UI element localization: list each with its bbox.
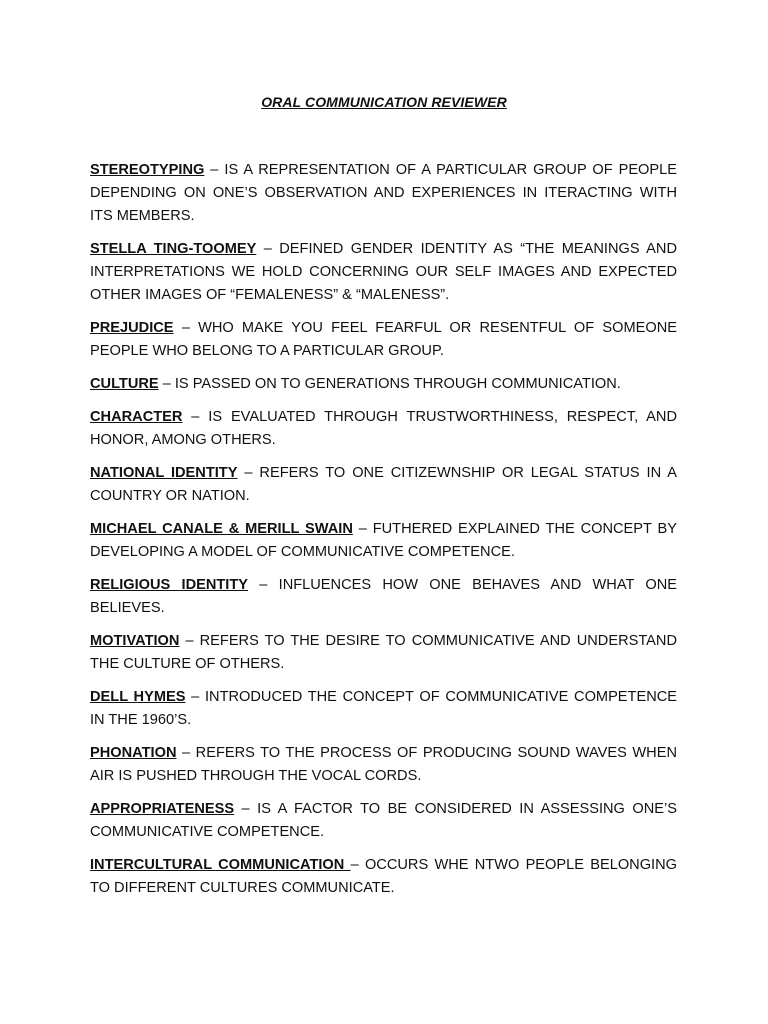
entry-prejudice: [90, 317, 677, 363]
entry-phonation: [90, 742, 677, 788]
entry-appropriateness: [90, 798, 677, 844]
entry-term: DELL HYMES: [90, 689, 186, 705]
entry-definition: IS A FACTOR TO BE CONSIDERED IN ASSESSING ONE’S COMMUNICATIVE COMPETENCE.: [90, 801, 677, 840]
entry-definition: REFERS TO THE DESIRE TO COMMUNICATIVE AND UNDERSTAND THE CULTURE OF OTHERS.: [90, 633, 677, 672]
document-title: ORAL COMMUNICATION REVIEWER: [261, 94, 507, 110]
entry-term: MOTIVATION: [90, 633, 180, 649]
entry-national-identity: [90, 462, 677, 508]
entry-religious-identity: [90, 574, 677, 620]
entry-definition: OCCURS WHE NTWO PEOPLE BELONGING TO DIFFERENT CULTURES COMMUNICATE.: [90, 857, 678, 896]
entry-separator: –: [256, 241, 280, 257]
entry-separator: –: [173, 320, 199, 336]
entry-stella-ting-toomey: [90, 238, 677, 307]
entry-term: PREJUDICE: [90, 320, 174, 336]
entry-definition: REFERS TO ONE CITIZEWNSHIP OR LEGAL STATUS IN A COUNTRY OR NATION.: [90, 465, 677, 504]
entry-dell-hymes: [90, 686, 677, 732]
entry-definition: IS PASSED ON TO GENERATIONS THROUGH COMMUNICATION.: [174, 376, 621, 392]
entry-separator: –: [237, 465, 260, 481]
entry-separator: –: [179, 633, 200, 649]
entry-separator: –: [234, 801, 258, 817]
entry-definition: IS EVALUATED THROUGH TRUSTWORTHINESS, RESPECT, AND HONOR, AMONG OTHERS.: [90, 409, 677, 448]
entry-term: STEREOTYPING: [90, 162, 205, 178]
entry-term: MICHAEL CANALE & MERILL SWAIN: [90, 521, 353, 537]
entry-definition: DEFINED GENDER IDENTITY AS “THE MEANINGS AND INTERPRETATIONS WE HOLD CONCERNING OUR SELF IMAGES AND EXPECTED OTHER IMAGES OF “FEMALENESS” & “MALENESS”.: [90, 241, 677, 303]
entry-term: CULTURE: [90, 376, 159, 392]
entry-definition: INTRODUCED THE CONCEPT OF COMMUNICATIVE COMPETENCE IN THE 1960’S.: [90, 689, 678, 728]
entry-term: INTERCULTURAL COMMUNICATION: [90, 857, 351, 873]
entry-separator: –: [204, 162, 225, 178]
entry-separator: –: [248, 577, 279, 593]
entry-definition: INFLUENCES HOW ONE BEHAVES AND WHAT ONE BELIEVES.: [90, 577, 677, 616]
entry-intercultural-communication: [90, 854, 677, 900]
entry-character: [90, 406, 677, 452]
entry-separator: –: [352, 521, 373, 537]
entry-stereotyping: [90, 159, 677, 228]
entry-separator: –: [176, 745, 196, 761]
entry-definition: FUTHERED EXPLAINED THE CONCEPT BY DEVELOPING A MODEL OF COMMUNICATIVE COMPETENCE.: [90, 521, 677, 560]
entry-separator: –: [185, 689, 205, 705]
entry-term: CHARACTER: [90, 409, 183, 425]
reviewer-entries: [90, 159, 677, 910]
entry-term: PHONATION: [90, 745, 177, 761]
entry-separator: –: [158, 376, 175, 392]
entry-culture: [90, 373, 677, 396]
entry-definition: WHO MAKE YOU FEEL FEARFUL OR RESENTFUL OF SOMEONE PEOPLE WHO BELONG TO A PARTICULAR GROUP.: [90, 320, 677, 359]
entry-canale-swain: [90, 518, 677, 564]
entry-term: APPROPRIATENESS: [90, 801, 235, 817]
entry-separator: –: [350, 857, 365, 873]
entry-term: NATIONAL IDENTITY: [90, 465, 238, 481]
entry-motivation: [90, 630, 677, 676]
entry-term: RELIGIOUS IDENTITY: [90, 577, 249, 593]
entry-separator: –: [182, 409, 209, 425]
entry-definition: IS A REPRESENTATION OF A PARTICULAR GROUP OF PEOPLE DEPENDING ON ONE’S OBSERVATION AND EXPERIENCES IN ITERACTING WITH ITS MEMBERS.: [90, 162, 677, 224]
entry-term: STELLA TING-TOOMEY: [90, 241, 257, 257]
entry-definition: REFERS TO THE PROCESS OF PRODUCING SOUND WAVES WHEN AIR IS PUSHED THROUGH THE VOCAL CORDS.: [90, 745, 677, 784]
